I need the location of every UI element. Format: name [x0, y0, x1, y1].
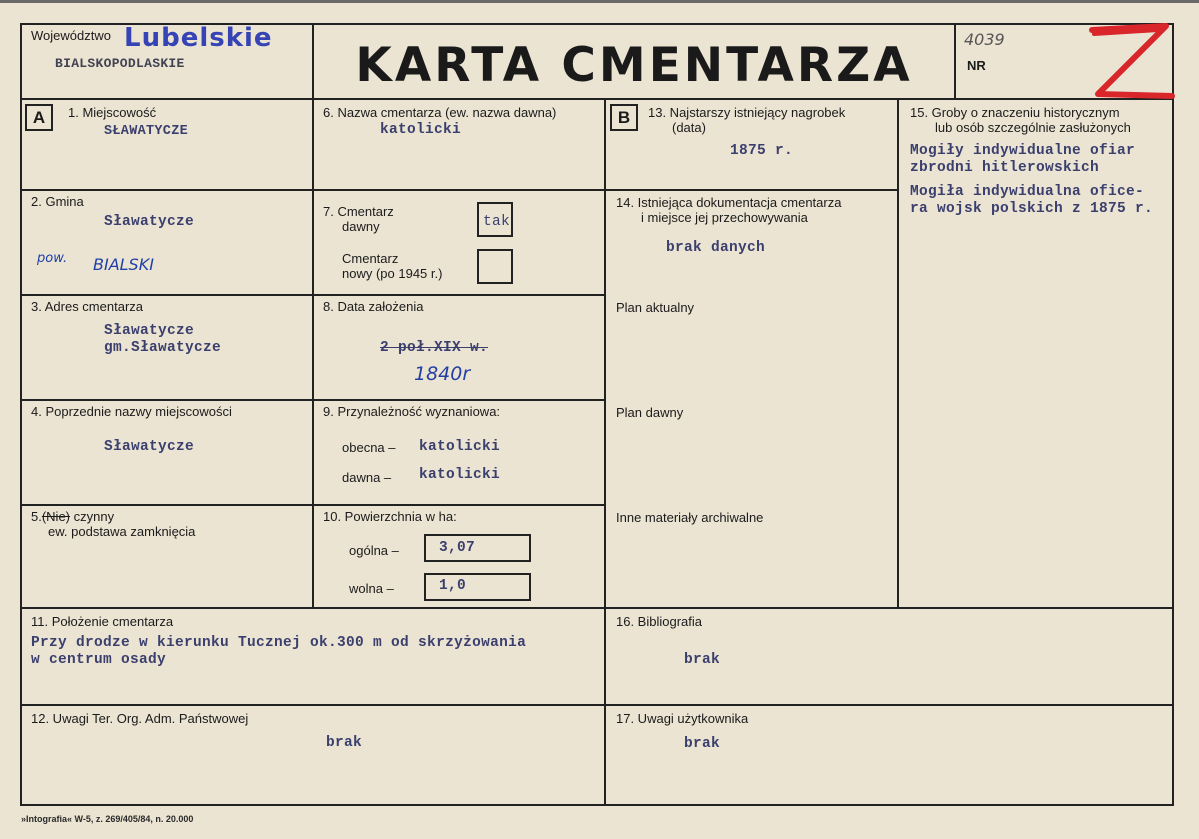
field-2-label: 2. Gmina [31, 194, 84, 209]
field-4-label: 4. Poprzednie nazwy miejscowości [31, 404, 232, 419]
field-14-value: brak danych [666, 240, 766, 256]
field-10-free-label: wolna – [349, 581, 394, 596]
section-b-marker: B [610, 104, 638, 131]
field-1-value: SŁAWATYCZE [104, 124, 189, 139]
field-9-former-value: katolicki [419, 467, 501, 483]
field-13-label: 13. Najstarszy istniejący nagrobek [648, 105, 846, 120]
field-5-struck: (Nie) [41, 509, 71, 524]
section-a-marker: A [25, 104, 53, 131]
field-2-hand-pow: pow. [37, 251, 68, 266]
field-15-label-2: lub osób szczególnie zasłużonych [935, 120, 1131, 135]
field-3-line-2: gm.Sławatycze [104, 340, 222, 356]
field-8-label: 8. Data założenia [323, 299, 424, 314]
field-15-label: 15. Groby o znaczeniu historycznym [910, 105, 1120, 120]
red-z-mark [1088, 20, 1176, 105]
field-15-line-3: Mogiła indywidualna ofice- [910, 184, 1145, 200]
row-line-b1 [604, 189, 899, 191]
col-divider-2 [604, 98, 606, 806]
field-2-hand-value: BIALSKI [93, 255, 154, 274]
field-12-value: brak [326, 735, 363, 751]
frame-bottom [20, 804, 1174, 806]
field-10-total-label: ogólna – [349, 543, 399, 558]
field-11-label: 11. Położenie cmentarza [31, 614, 174, 629]
field-3-label: 3. Adres cmentarza [31, 299, 143, 314]
row-line-4 [20, 504, 606, 506]
field-6-value: katolicki [380, 122, 462, 138]
header-divider [954, 23, 956, 99]
plan-current-label: Plan aktualny [616, 300, 695, 315]
field-7-label: 7. Cmentarz [323, 204, 394, 219]
nr-handwritten: 4039 [964, 30, 1005, 49]
field-9-current-label: obecna – [342, 440, 396, 455]
field-16-label: 16. Bibliografia [616, 614, 702, 629]
field-10-label: 10. Powierzchnia w ha: [323, 509, 457, 524]
field-15-line-2: zbrodni hitlerowskich [910, 160, 1100, 176]
field-10-total-value: 3,07 [439, 540, 476, 556]
col-divider-3 [897, 98, 899, 609]
region-typed: BIALSKOPODLASKIE [55, 56, 185, 71]
field-17-label: 17. Uwagi użytkownika [616, 711, 749, 726]
field-7-new-label: Cmentarz [342, 251, 399, 266]
field-9-current-value: katolicki [419, 439, 501, 455]
frame-right [1172, 23, 1174, 806]
new-cemetery-checkbox[interactable] [477, 249, 513, 284]
nr-label: NR [967, 58, 986, 73]
field-14-label-2: i miejsce jej przechowywania [641, 210, 808, 225]
header-bottom-line [20, 98, 1174, 100]
row-line-1 [20, 189, 606, 191]
field-5-label-row [31, 509, 114, 524]
field-7-value: tak [483, 214, 511, 230]
field-15-line-1: Mogiły indywidualne ofiar [910, 143, 1136, 159]
voivodeship-label: Województwo [31, 28, 111, 43]
field-11-line-1: Przy drodze w kierunku Tucznej ok.300 m od skrzyżowania [31, 635, 527, 651]
field-8-hand-value: 1840r [414, 363, 471, 385]
field-8-value-struck: 2 poł.XIX w. [380, 340, 489, 356]
field-12-label: 12. Uwagi Ter. Org. Adm. Państwowej [31, 711, 249, 726]
field-5-label-2: ew. podstawa zamknięcia [48, 524, 196, 539]
field-7-label-b: dawny [342, 219, 380, 234]
row-line-6 [20, 704, 1174, 706]
field-6-label: 6. Nazwa cmentarza (ew. nazwa dawna) [323, 105, 557, 120]
plan-former-label: Plan dawny [616, 405, 684, 420]
field-2-value: Sławatycze [104, 214, 195, 230]
top-edge [0, 0, 1199, 3]
row-line-3 [20, 399, 606, 401]
col-divider-1 [312, 23, 314, 608]
row-line-2 [20, 294, 606, 296]
printer-footer: »Intografia« W-5, z. 269/405/84, n. 20.000 [21, 814, 194, 824]
field-5-label: czynny [70, 509, 115, 524]
field-11-line-2: w centrum osady [31, 652, 167, 668]
field-13-value: 1875 r. [730, 143, 794, 159]
field-13-label-2: (data) [672, 120, 706, 135]
field-7-new-label-b: nowy (po 1945 r.) [342, 266, 443, 281]
field-15-line-4: ra wojsk polskich z 1875 r. [910, 201, 1154, 217]
voivodeship-stamp: Lubelskie [124, 23, 273, 53]
field-9-label: 9. Przynależność wyznaniowa: [323, 404, 501, 419]
field-10-free-value: 1,0 [439, 578, 467, 594]
frame-left [20, 23, 22, 806]
field-1-label: 1. Miejscowość [68, 105, 157, 120]
field-4-value: Sławatycze [104, 439, 195, 455]
field-16-value: brak [684, 652, 721, 668]
field-9-former-label: dawna – [342, 470, 392, 485]
field-17-value: brak [684, 736, 721, 752]
field-14-label: 14. Istniejąca dokumentacja cmentarza [616, 195, 842, 210]
other-materials-label: Inne materiały archiwalne [616, 510, 764, 525]
field-5-prefix: 5. [31, 509, 42, 524]
row-line-5 [20, 607, 1174, 609]
page-title: KARTA CMENTARZA [355, 38, 913, 93]
field-3-line-1: Sławatycze [104, 323, 195, 339]
